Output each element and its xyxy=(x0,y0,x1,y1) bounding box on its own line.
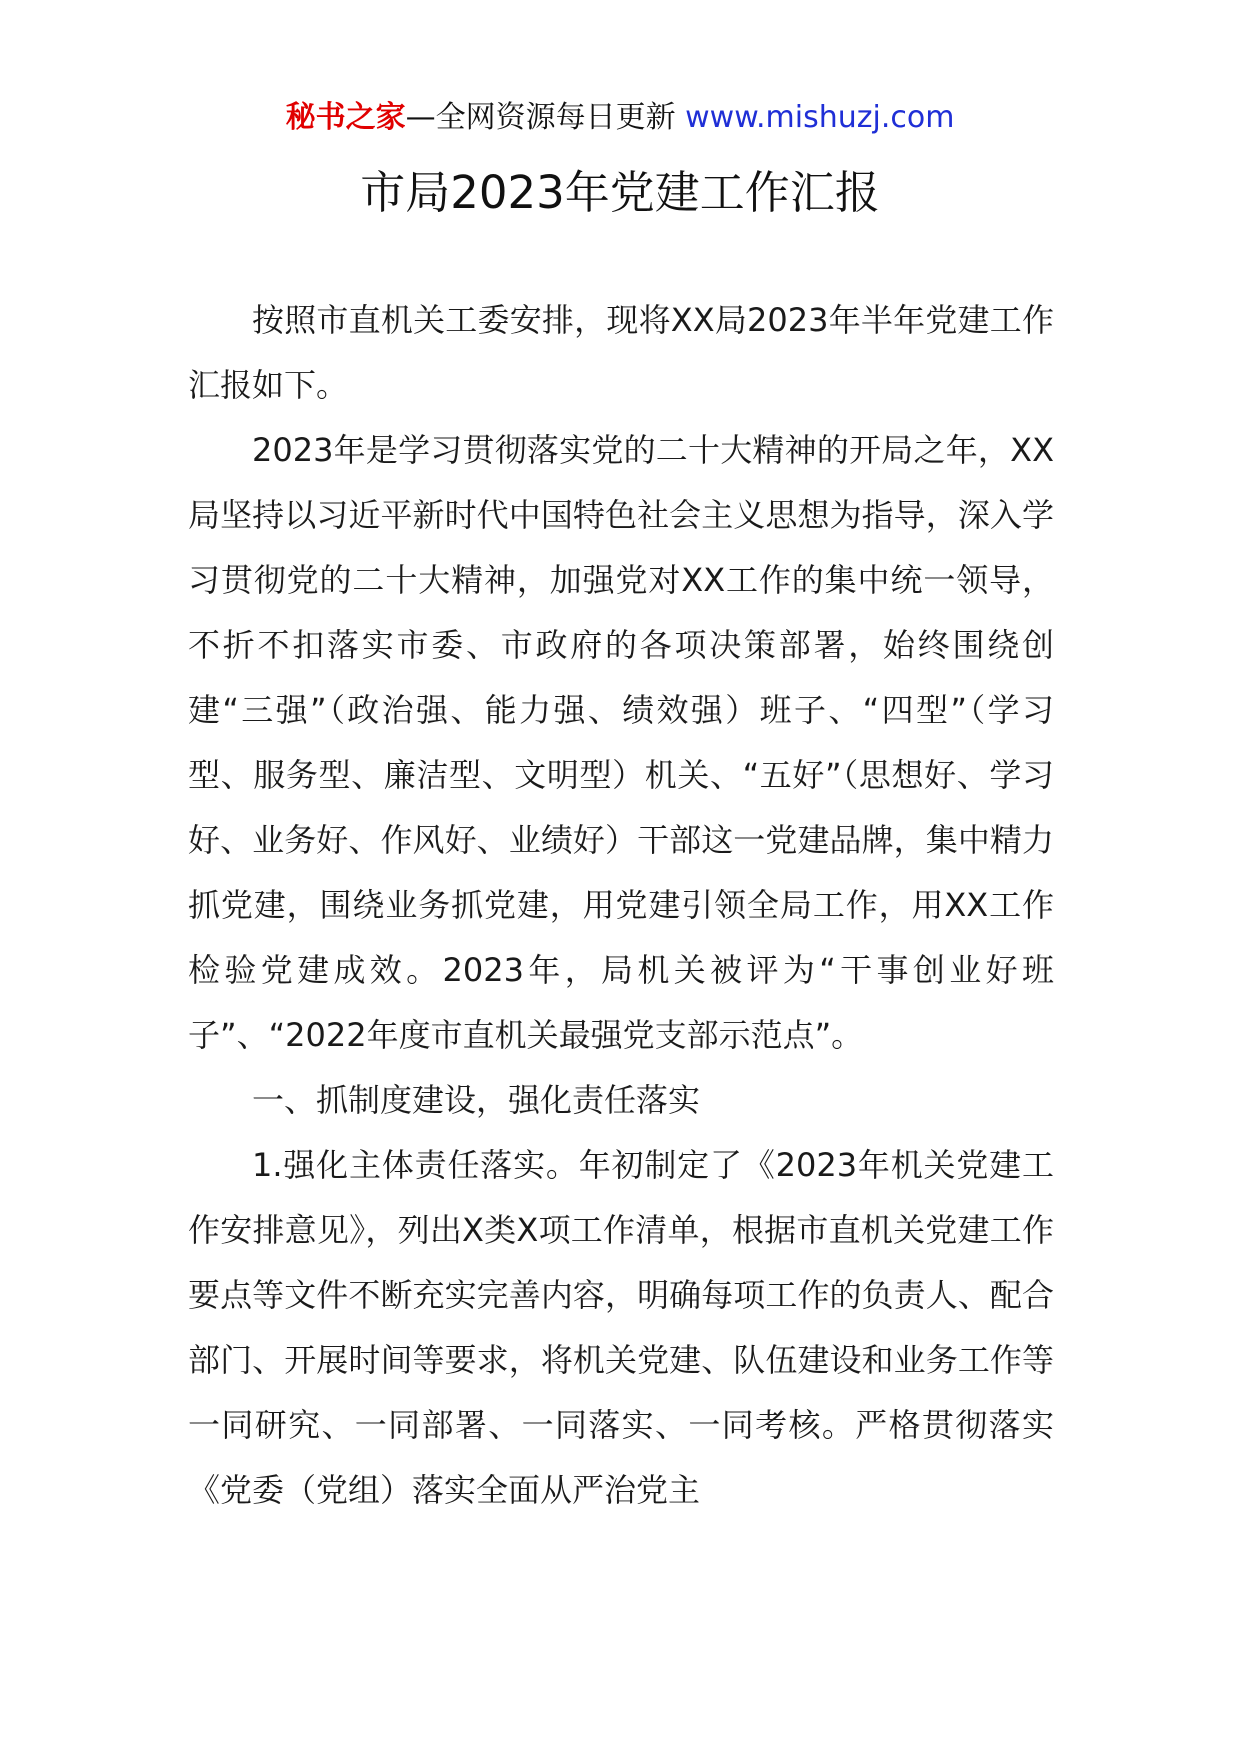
brand-name: 秘书之家 xyxy=(285,100,406,135)
section-heading-1: 一、抓制度建设，强化责任落实 xyxy=(252,1081,701,1119)
document-body xyxy=(188,288,1054,1523)
site-header xyxy=(0,98,1240,138)
paragraph-item-1: 1.强化主体责任落实。年初制定了《2023年机关党建工作安排意见》，列出X类X项工作清单，根据市直机关党建工作要点等文件不断充实完善内容，明确每项工作的负责人、配合部门、开展时间等要求，将机关党建、队伍建设和业务工作等一同研究、一同部署、一同落实、一同考核。严格贯彻落实《党委（党组）落实全面从严治党主 xyxy=(188,1146,1054,1509)
site-url-link[interactable]: www.mishuzj.com xyxy=(685,100,955,135)
paragraph-overview: 2023年是学习贯彻落实党的二十大精神的开局之年，XX局坚持以习近平新时代中国特色社会主义思想为指导，深入学习贯彻党的二十大精神，加强党对XX工作的集中统一领导，不折不扣落实市委、市政府的各项决策部署，始终围绕创建“三强”（政治强、能力强、绩效强）班子、“四型”（学习型、服务型、廉洁型、文明型）机关、“五好”（思想好、学习好、业务好、作风好、业绩好）干部这一党建品牌，集中精力抓党建，围绕业务抓党建，用党建引领全局工作，用XX工作检验党建成效。2023年，局机关被评为“干事创业好班子”、“2022年度市直机关最强党支部示范点”。 xyxy=(188,431,1054,1054)
header-tagline: —全网资源每日更新 xyxy=(405,100,676,135)
document-title: 市局2023年党建工作汇报 xyxy=(360,166,880,219)
paragraph-intro: 按照市直机关工委安排，现将XX局2023年半年党建工作汇报如下。 xyxy=(188,301,1054,404)
